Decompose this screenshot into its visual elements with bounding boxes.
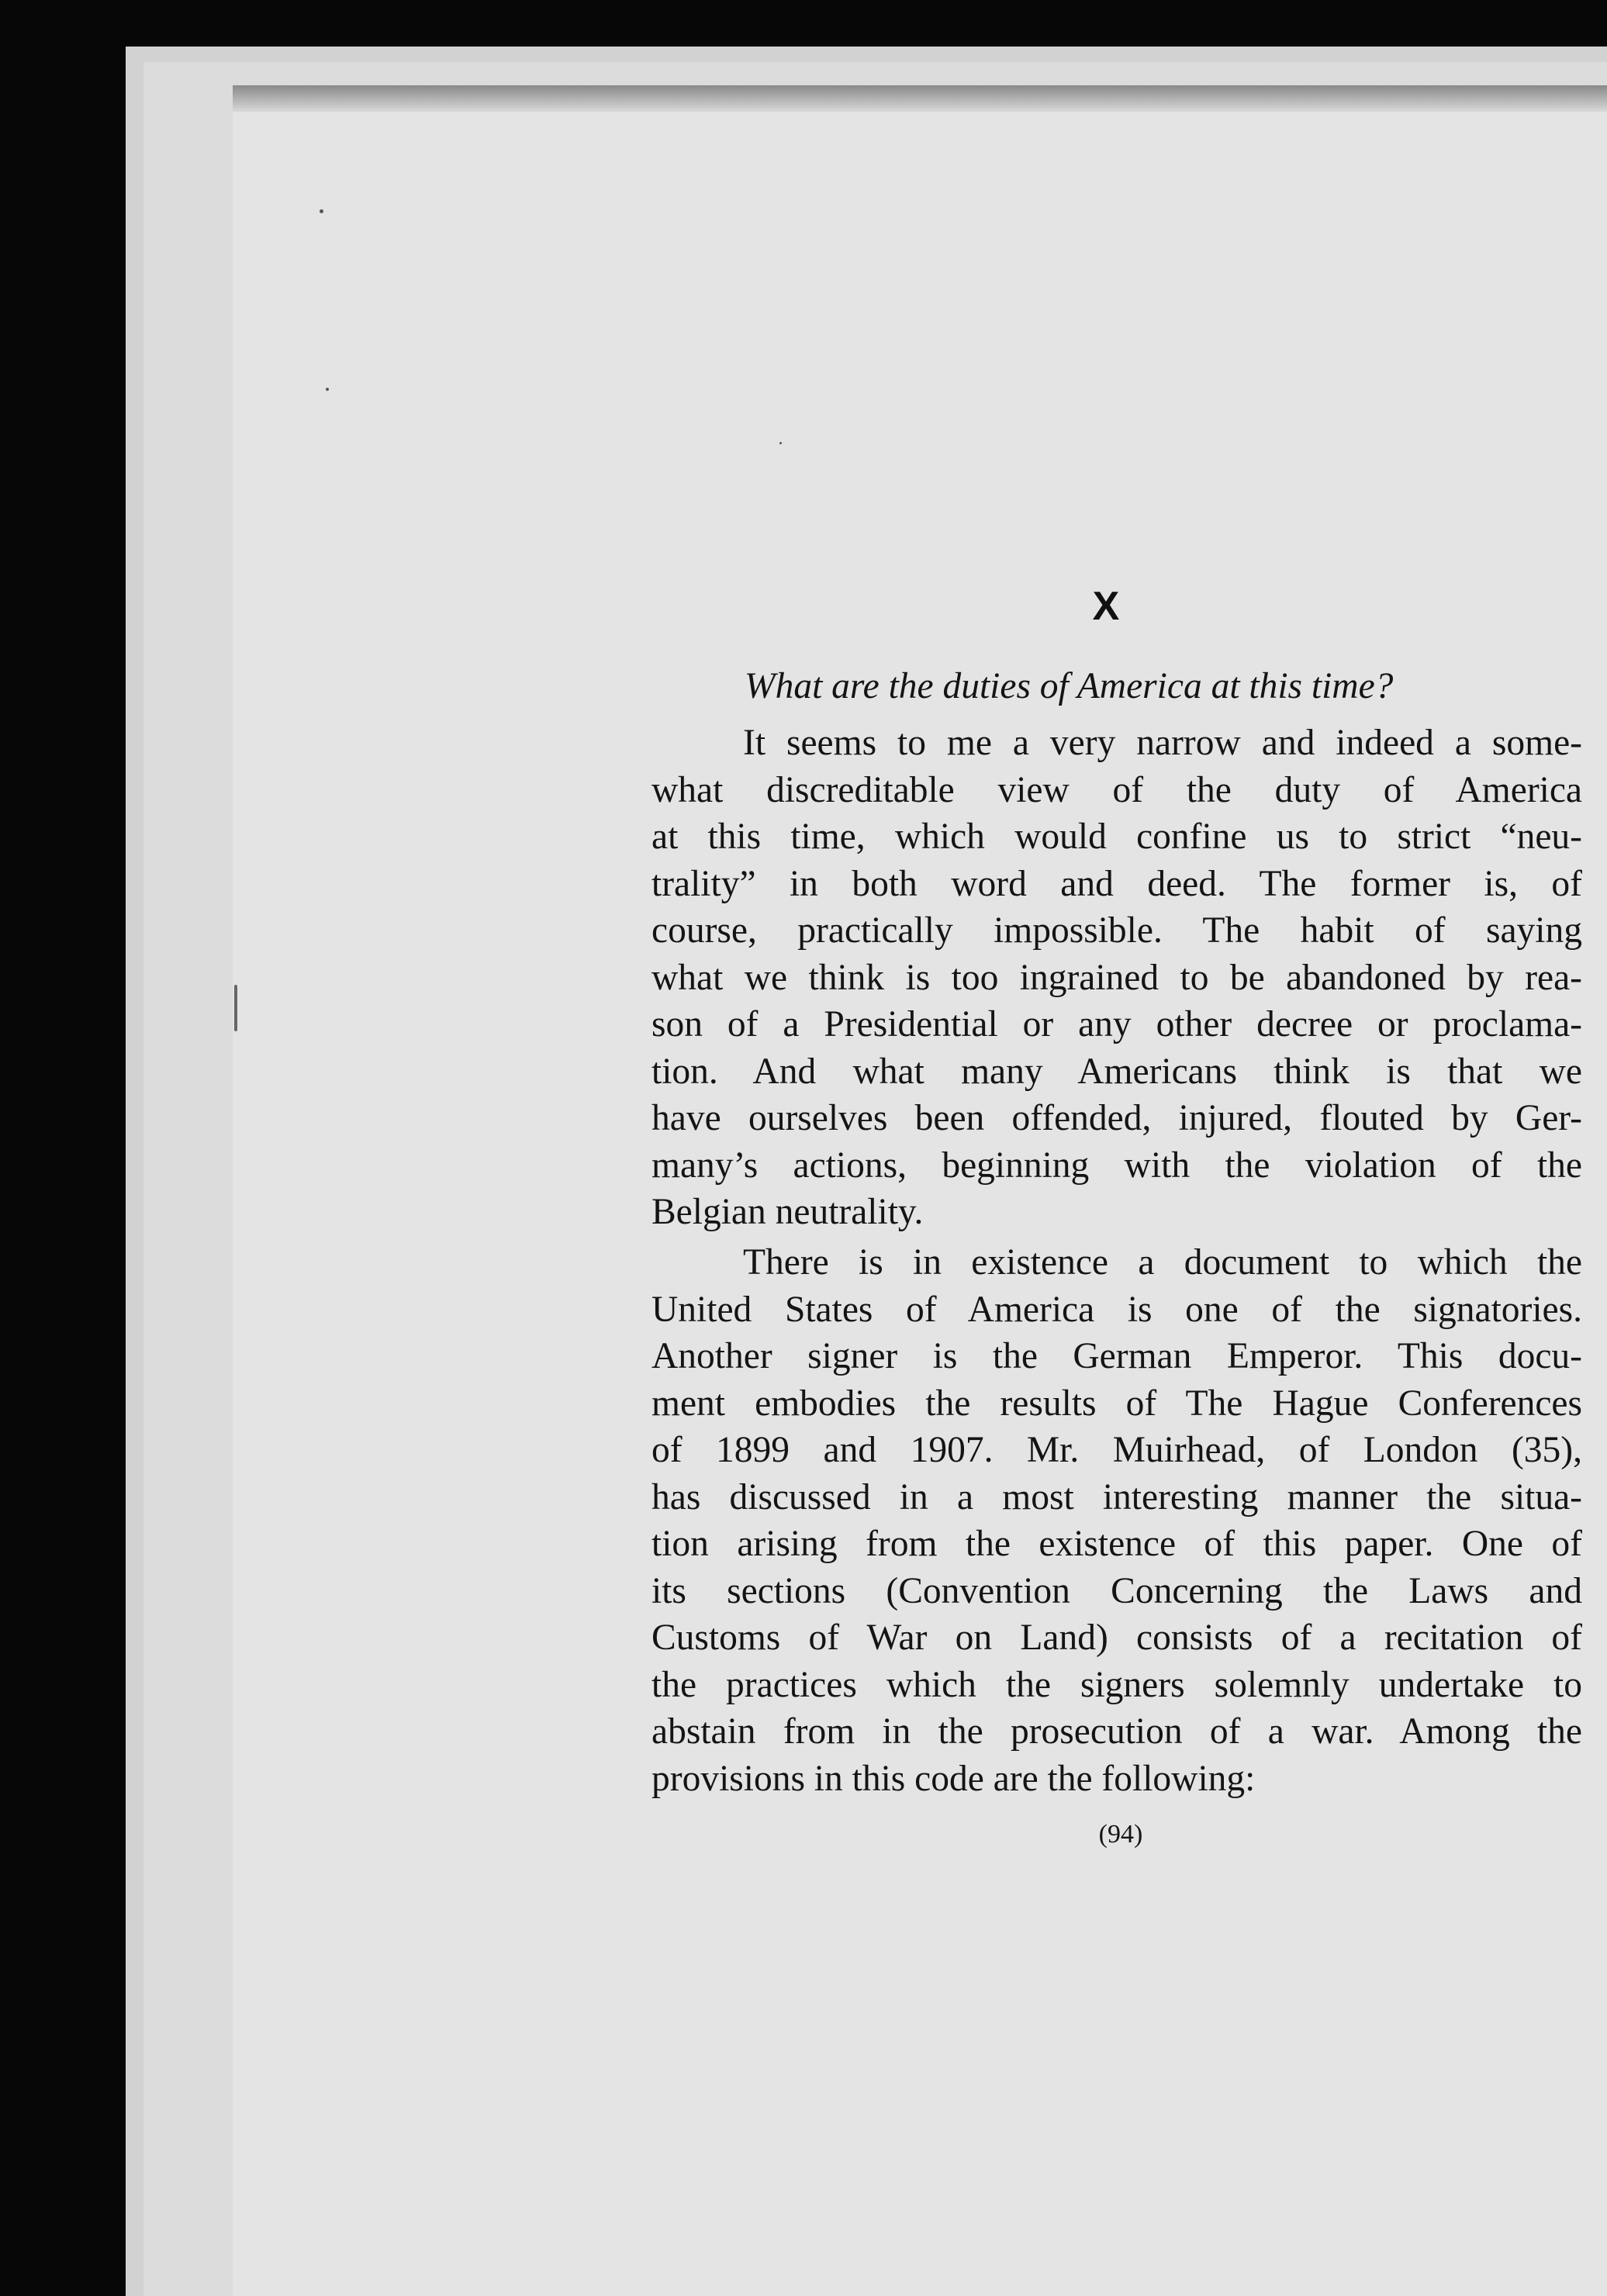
paragraph-2 [651, 1239, 1582, 1802]
text-line: what discreditable view of the duty of America [651, 769, 1582, 810]
dust-speck [326, 388, 329, 391]
text-line: of 1899 and 1907. Mr. Muirhead, of London (35), [651, 1430, 1582, 1470]
page-edge-mark [234, 985, 237, 1031]
text-line: has discussed in a most interesting manner the situa- [651, 1476, 1582, 1517]
text-line: abstain from in the prosecution of a war. Among the [651, 1711, 1582, 1752]
dust-speck [779, 442, 782, 444]
text-line: son of a Presidential or any other decree or proclama- [651, 1004, 1582, 1044]
text-line: the practices which the signers solemnly undertake to [651, 1664, 1582, 1705]
page-number: (94) [1098, 1820, 1143, 1849]
text-line: It seems to me a very narrow and indeed a some- [743, 723, 1582, 763]
text-line: United States of America is one of the signatories. [651, 1289, 1582, 1330]
dust-speck [320, 209, 323, 213]
text-line: what we think is too ingrained to be abandoned by rea- [651, 957, 1582, 998]
text-line: There is in existence a document to which the [743, 1242, 1582, 1283]
page-top-shadow [233, 85, 1607, 112]
text-line: many’s actions, beginning with the violation of the [651, 1145, 1582, 1186]
text-line: Another signer is the German Emperor. This docu- [651, 1336, 1582, 1376]
text-line: course, practically impossible. The habit of saying [651, 910, 1582, 951]
text-line: ment embodies the results of The Hague Conferences [651, 1383, 1582, 1424]
paragraph-1 [651, 720, 1582, 1236]
text-line: at this time, which would confine us to strict “neu- [651, 817, 1582, 857]
chapter-number: X [1092, 584, 1120, 629]
text-line: tion arising from the existence of this paper. One of [651, 1524, 1582, 1564]
text-line: its sections (Convention Concerning the Laws and [651, 1570, 1582, 1611]
text-line: Belgian neutrality. [651, 1192, 924, 1232]
text-line: tion. And what many Americans think is that we [651, 1051, 1582, 1092]
chapter-question: What are the duties of America at this time? [745, 666, 1394, 706]
text-line: Customs of War on Land) consists of a recitation of [651, 1618, 1582, 1658]
text-line: have ourselves been offended, injured, flouted by Ger- [651, 1098, 1582, 1138]
text-line: provisions in this code are the following: [651, 1758, 1256, 1799]
text-line: trality” in both word and deed. The former is, of [651, 863, 1582, 904]
